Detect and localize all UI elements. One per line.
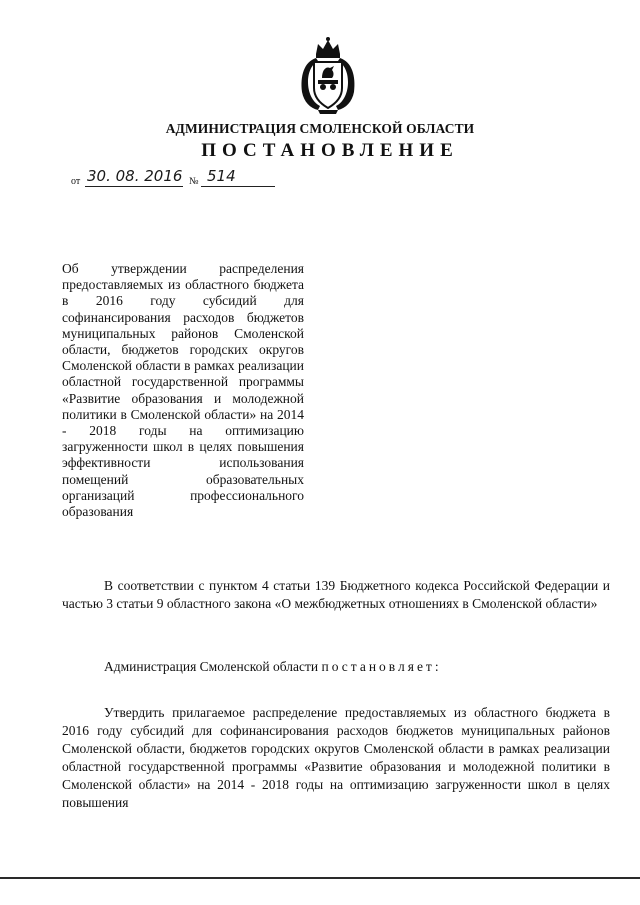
coat-of-arms-icon [296, 36, 360, 116]
date-underline [85, 186, 183, 187]
page-bottom-rule [0, 877, 640, 879]
number-underline [201, 186, 275, 187]
approval-paragraph: Утвердить прилагаемое распределение предоставляемых из областного бюджета в 2016 году субсидий для софинансирования расходов бюджетов муниципальных районов Смоленской области, бюджетов городских округов Смоленской области в рамках реализации областной государственной программы «Развитие образования и молодежной политики в Смоленской области» на 2014 - 2018 годы на оптимизацию загруженности школ в целях повышения [62, 705, 610, 810]
resolution-prefix: Администрация Смоленской области [104, 659, 322, 674]
number-value: 514 [207, 167, 236, 185]
legal-basis-paragraph: В соответствии с пунктом 4 статьи 139 Бюджетного кодекса Российской Федерации и частью 3 статьи 9 областного закона «О межбюджетных отношениях в Смоленской области» [62, 578, 610, 611]
document-subject: Об утверждении распределения предоставляемых из областного бюджета в 2016 году субсидий для софинансирования расходов бюджетов муниципальных районов Смоленской области, бюджетов городских округов Смоленской области в рамках реализации областной государственной программы «Развитие образования и молодежной политики в Смоленской области» на 2014 - 2018 годы на оптимизацию загруженности школ в целях повышения эффективности использования помещений образовательных организаций профессионального образования [62, 261, 304, 520]
resolution-verb: постановляет: [321, 659, 442, 674]
resolution-statement [62, 658, 610, 676]
document-type-title: ПОСТАНОВЛЕНИЕ [201, 140, 459, 161]
date-from-label: от [71, 176, 81, 187]
date-value: 30. 08. 2016 [87, 167, 183, 185]
organization-title: АДМИНИСТРАЦИЯ СМОЛЕНСКОЙ ОБЛАСТИ [165, 121, 475, 136]
date-number-line [71, 167, 311, 189]
number-label: № [189, 176, 199, 187]
